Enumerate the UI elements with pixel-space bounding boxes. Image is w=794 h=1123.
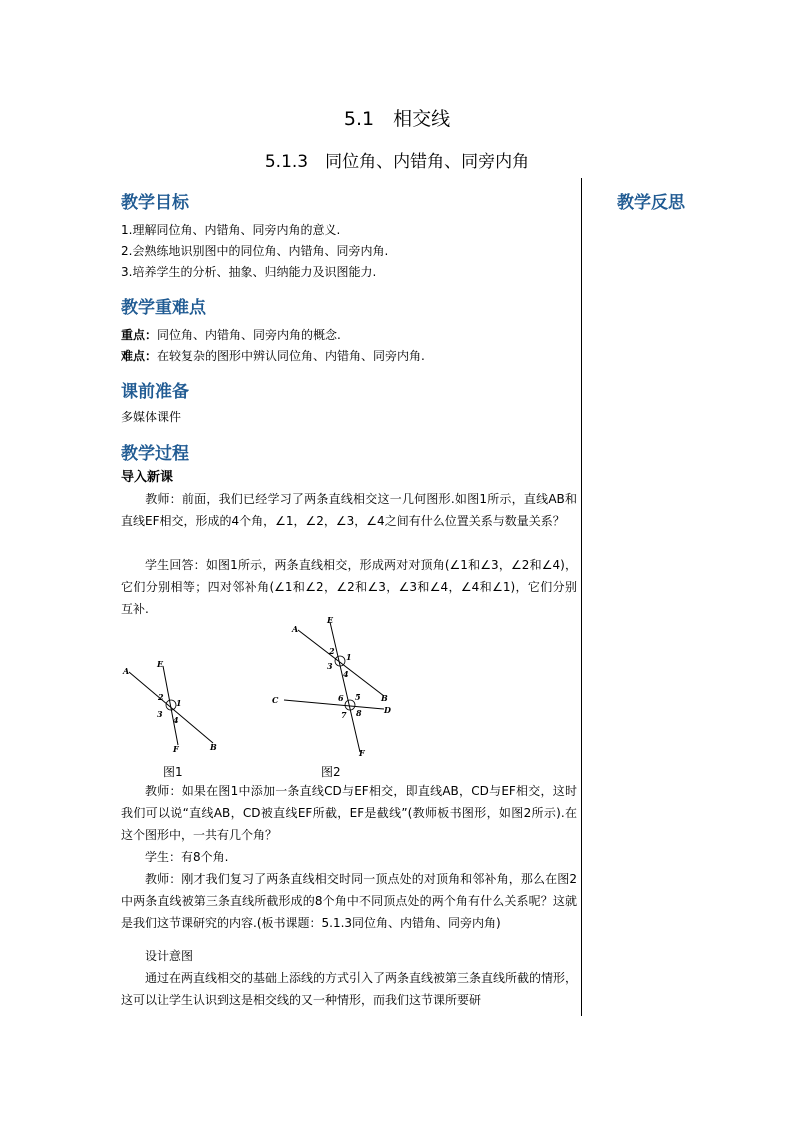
difficult-label: 难点： — [121, 349, 158, 363]
angle-2: 2 — [158, 692, 164, 702]
preparation-heading: 课前准备 — [121, 382, 189, 402]
key-text: 同位角、内错角、同旁内角的概念. — [157, 328, 341, 342]
difficult-point-line — [121, 348, 425, 364]
angle-8: 8 — [356, 708, 362, 718]
line-cd — [284, 700, 384, 709]
label-e: E — [327, 615, 334, 625]
line-ab — [298, 630, 384, 696]
objectives-heading: 教学目标 — [121, 193, 189, 213]
paragraph-5: 教师：刚才我们复习了两条直线相交时同一顶点处的对顶角和邻补角，那么在图2中两条直线被第三条直线所截形成的8个角中不同顶点处的两个角有什么关系呢？这就是我们这节课研究的内容.(板书课题：5.1.3同位角、内错角、同旁内角) — [121, 872, 577, 930]
objective-item: 3.培养学生的分析、抽象、归纳能力及识图能力. — [121, 265, 377, 279]
angle-2: 2 — [329, 646, 335, 656]
angle-4: 4 — [173, 715, 179, 725]
angle-3: 3 — [327, 661, 333, 671]
paragraph-2: 学生回答：如图1所示，两条直线相交，形成两对对顶角(∠1和∠3，∠2和∠4)，它们分别相等；四对邻补角(∠1和∠2，∠2和∠3，∠3和∠4，∠4和∠1)，它们分别互补. — [121, 558, 577, 616]
label-f: F — [359, 748, 365, 758]
label-e: E — [157, 659, 164, 669]
intro-subheading: 导入新课 — [121, 470, 174, 485]
figure-1 — [118, 655, 228, 765]
label-d: D — [384, 705, 391, 715]
paragraph-3: 教师：如果在图1中添加一条直线CD与EF相交，即直线AB，CD与EF相交，这时我们可以说“直线AB，CD被直线EF所截，EF是截线”(教师板书图形，如图2所示).在这个图形中，一共有几个角？ — [121, 784, 577, 842]
line-ef — [330, 622, 360, 752]
angle-1: 1 — [346, 652, 352, 662]
paragraph-6: 通过在两直线相交的基础上添线的方式引入了两条直线被第三条直线所截的情形，这可以让学生认识到这是相交线的又一种情形，而我们这节课所要研 — [121, 971, 578, 1007]
reflection-heading: 教学反思 — [617, 193, 685, 213]
angle-1: 1 — [176, 698, 182, 708]
angle-4: 4 — [343, 669, 349, 679]
label-a: A — [292, 624, 299, 634]
angle-5: 5 — [355, 692, 361, 702]
label-b: B — [381, 693, 388, 703]
label-c: C — [272, 695, 279, 705]
paragraph-1 — [121, 488, 577, 532]
process-heading: 教学过程 — [121, 444, 189, 464]
label-b: B — [210, 742, 217, 752]
paragraph-4: 学生：有8个角. — [145, 850, 229, 864]
key-label: 重点： — [121, 328, 158, 342]
preparation-text: 多媒体课件 — [121, 410, 182, 424]
angle-3: 3 — [157, 709, 163, 719]
column-divider — [581, 178, 582, 1016]
key-point-line — [121, 327, 341, 343]
label-f: F — [173, 744, 179, 754]
objective-item: 1.理解同位角、内错角、同旁内角的意义. — [121, 223, 341, 237]
figure-2 — [268, 612, 398, 762]
figure-2-caption: 图2 — [321, 765, 341, 779]
difficult-text: 在较复杂的图形中辨认同位角、内错角、同旁内角. — [157, 349, 425, 363]
angle-6: 6 — [338, 693, 344, 703]
design-intent-heading: 设计意图 — [145, 949, 194, 963]
key-points-heading: 教学重难点 — [121, 298, 206, 318]
page-title: 5.1 相交线 — [343, 108, 451, 130]
paragraph-1-text: 教师：前面，我们已经学习了两条直线相交这一几何图形.如图1所示，直线AB和直线EF相交，形成的4个角，∠1，∠2，∠3，∠4之间有什么位置关系与数量关系？ — [121, 492, 577, 528]
page-subtitle: 5.1.3 同位角、内错角、同旁内角 — [264, 152, 530, 172]
angle-7: 7 — [341, 710, 347, 720]
objective-item: 2.会熟练地识别图中的同位角、内错角、同旁内角. — [121, 244, 389, 258]
figure-1-caption: 图1 — [163, 765, 183, 779]
label-a: A — [123, 666, 130, 676]
